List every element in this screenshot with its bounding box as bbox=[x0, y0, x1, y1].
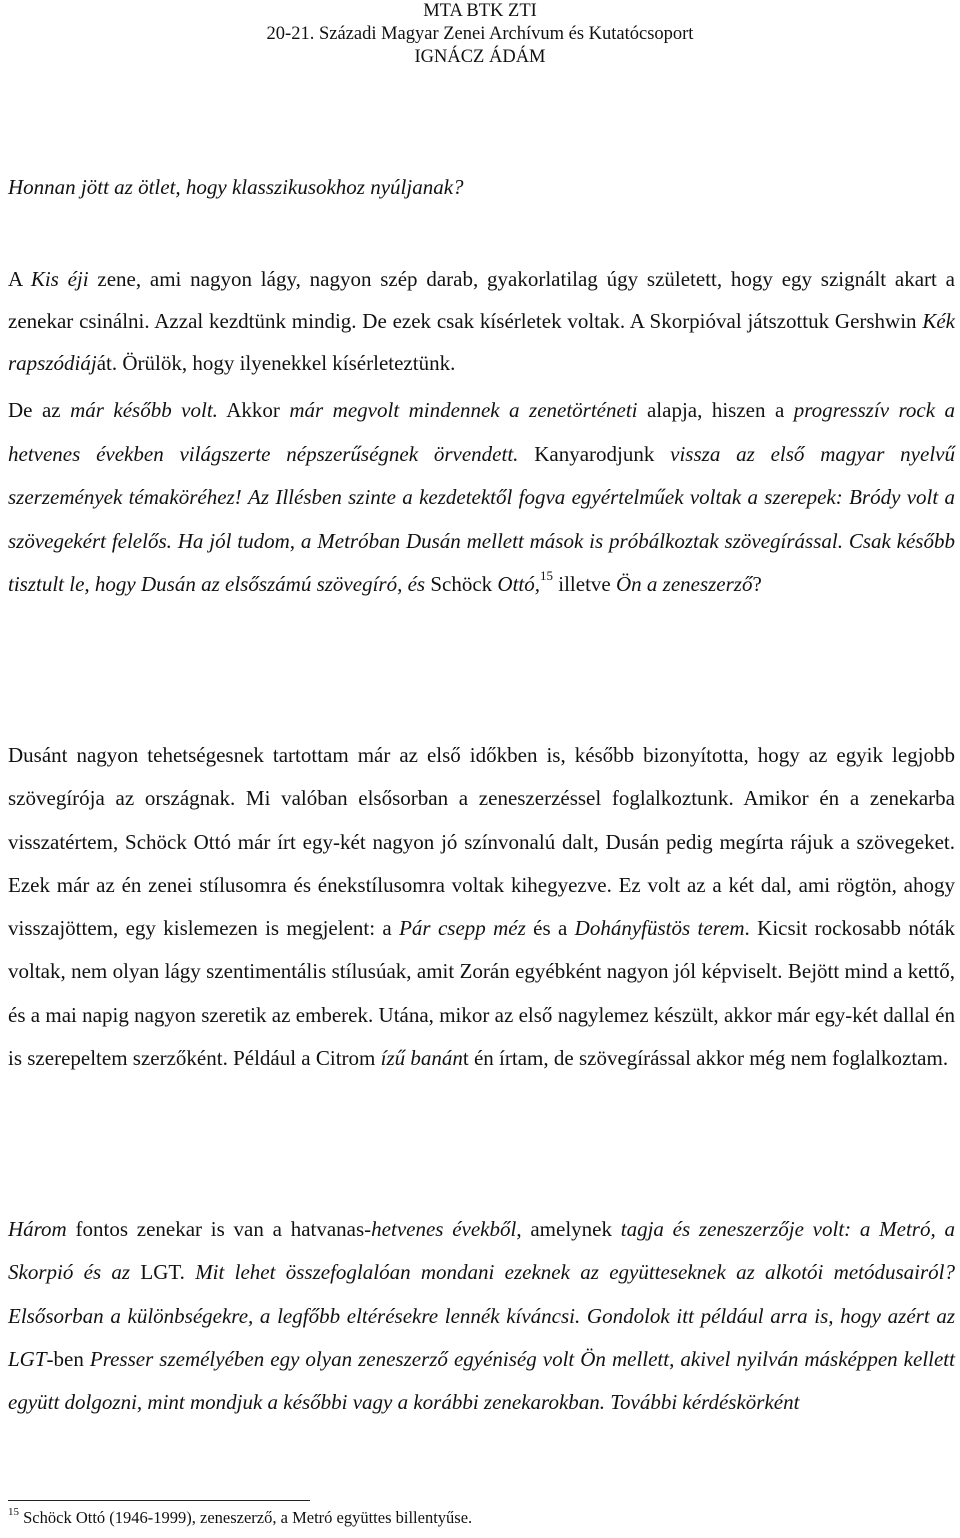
footnote-text: Schöck Ottó (1946-1999), zeneszerző, a Metró együttes billentyűse. bbox=[19, 1508, 473, 1527]
text-run: és a bbox=[525, 916, 575, 941]
header-institution: MTA BTK ZTI bbox=[423, 1, 537, 21]
text-run: Kanyarodjunk bbox=[518, 441, 671, 466]
italic-run: már megvolt mindennek a zenetörténeti bbox=[289, 398, 638, 422]
italic-run: progresszív rock a hetvenes években világszerte népszerűségnek örvendett. bbox=[8, 398, 955, 466]
answer-paragraph-1 bbox=[8, 258, 955, 384]
italic-run: Presser személyében egy olyan zeneszerző egyéniség volt Ön mellett, akivel nyilván másképpen kellett együtt dolgozni, mint mondjuk a későbbi vagy a korábbi zenekarokban. További kérdéskörként bbox=[8, 1346, 955, 1415]
text-run: -ben bbox=[46, 1346, 90, 1371]
text-run: A bbox=[8, 267, 31, 291]
italic-run: Ön a zeneszerző bbox=[615, 572, 753, 596]
question-text: Honnan jött az ötlet, hogy klasszikusokhoz nyúljanak? bbox=[8, 175, 464, 199]
text-run: alapja, hiszen a bbox=[637, 398, 794, 422]
italic-title: ízű banán bbox=[380, 1046, 463, 1071]
text-run: , amelynek bbox=[516, 1217, 621, 1241]
italic-run: már később volt. bbox=[70, 398, 218, 422]
italic-title: Kék rapszódiáj bbox=[8, 309, 955, 375]
italic-run: Csak később tisztult le, hogy Dusán az elsőszámú szövegíró, és bbox=[8, 528, 955, 596]
header-archive: 20-21. Századi Magyar Zenei Archívum és Kutatócsoport bbox=[266, 24, 694, 44]
page-header bbox=[0, 0, 960, 69]
answer-paragraph-3 bbox=[8, 734, 955, 1080]
text-run: ? bbox=[752, 572, 762, 596]
question-paragraph-2 bbox=[8, 389, 955, 609]
italic-run: Az Illésben szinte a kezdetektől fogva egyértelműek voltak a szerepek: Bródy volt a szövegekért felelős. bbox=[8, 485, 956, 553]
text-run: zene, ami nagyon lágy, nagyon szép darab, gyakorlatilag úgy született, hogy egy szignált akart a zenekar csinálni. Azzal kezdtünk mindig. De ezek csak kísérletek voltak. A Skorpióval játszottuk Gershwin bbox=[8, 267, 955, 333]
italic-run: Három bbox=[8, 1217, 67, 1241]
text-run: Akkor bbox=[217, 398, 290, 422]
italic-title: Pár csepp méz bbox=[399, 916, 526, 941]
text-run: . Kicsit rockosabb nóták voltak, nem olyan lágy szentimentális stílusúak, amit Zorán egyébként nagyon jól képviselt. Bejött mind a kettő, és a mai napig nagyon szeretik az emberek. Utána, mikor az első nagylemez készült, akkor már egy-két dallal én is szerepeltem szerzőként. Például a Citrom bbox=[8, 916, 955, 1071]
text-run: fontos zenekar is van a hatvanas- bbox=[66, 1217, 372, 1241]
italic-run: tagja és zeneszerzője volt: a Metró, a Skorpió és az bbox=[8, 1217, 955, 1285]
text-run: LGT. bbox=[130, 1260, 196, 1285]
text-run: át. Örülök, hogy ilyenekkel kísérleteztünk. bbox=[96, 351, 456, 375]
interview-question bbox=[8, 172, 955, 202]
italic-title: Dohányfüstös terem bbox=[574, 916, 745, 941]
question-paragraph-4 bbox=[8, 1208, 955, 1424]
text-run: t én írtam, de szövegírással akkor még nem foglalkoztam. bbox=[462, 1046, 949, 1071]
text-run: De az bbox=[8, 398, 71, 422]
italic-run: Mit lehet összefoglalóan mondani ezeknek az együtteseknek az alkotói metódusairól? Elsősorban a különbségekre, a legfőbb eltérésekre lennék kíváncsi. Gondolok itt például arra is, hogy azért az LGT bbox=[8, 1260, 955, 1371]
text-run: Schöck bbox=[425, 572, 498, 596]
footnote-number: 15 bbox=[8, 1506, 19, 1518]
text-run: Dusánt nagyon tehetségesnek tartottam már az első időkben is, később bizonyította, hogy az egyik legjobb szövegírója az országnak. Mi valóban elsősorban a zeneszerzéssel foglalkoztunk. Amikor én a zenekarba visszatértem, Schöck Ottó már írt egy-két nagyon jó színvonalú dalt, Dusán pedig megírta rájuk a szövegeket. Ezek már az én zenei stílusomra és énekstílusomra voltak kihegyezve. Ez volt az a két dal, ami rögtön, ahogy visszajöttem, egy kislemezen is megjelent: a bbox=[8, 743, 955, 941]
italic-run: vissza az első magyar nyelvű szerzemények témaköréhez! bbox=[8, 441, 955, 509]
footnote bbox=[8, 1506, 472, 1532]
italic-run: Ha jól tudom, a Metróban Dusán mellett mások is próbálkoztak szövegírással. bbox=[177, 528, 843, 553]
italic-run: Ottó, bbox=[497, 572, 540, 596]
text-run: illetve bbox=[553, 572, 616, 596]
italic-title: Kis éji bbox=[30, 267, 89, 291]
header-author: IGNÁCZ ÁDÁM bbox=[414, 47, 546, 67]
footnote-reference[interactable]: 15 bbox=[540, 568, 553, 583]
italic-run: hetvenes évekből bbox=[371, 1217, 517, 1241]
footnote-separator bbox=[8, 1500, 310, 1501]
